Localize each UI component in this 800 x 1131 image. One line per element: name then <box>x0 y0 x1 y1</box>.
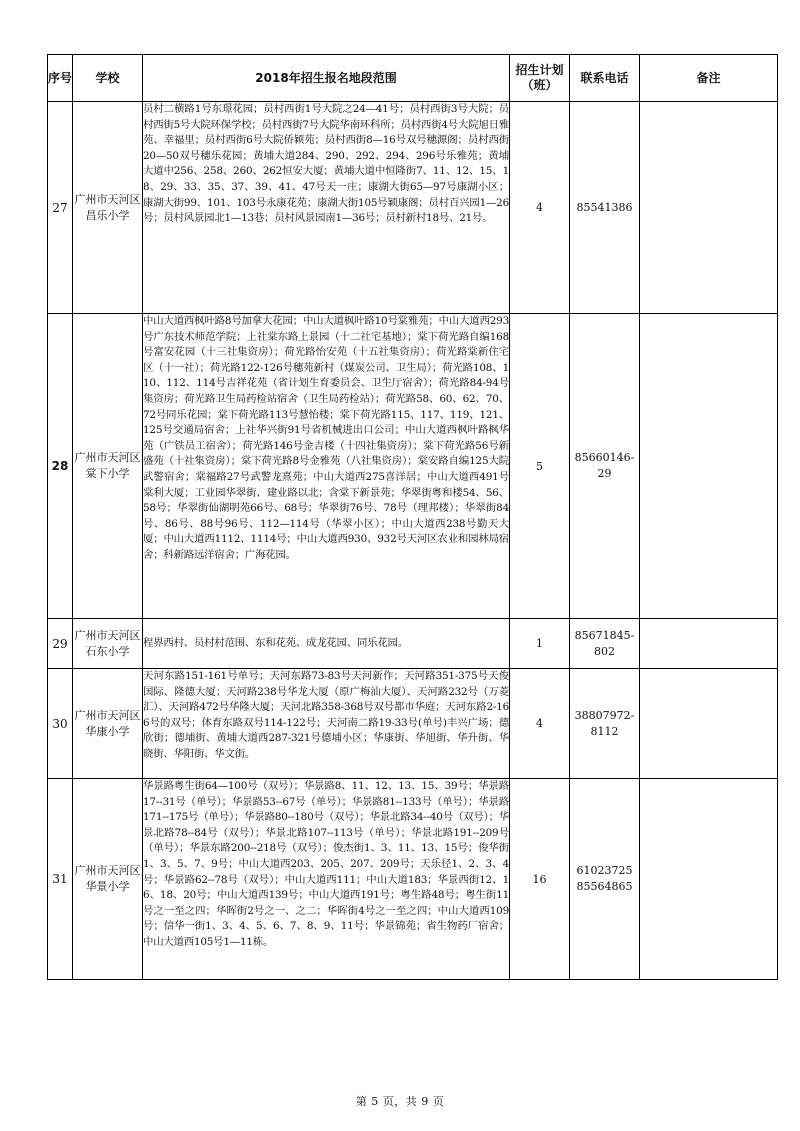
phone-number: 85660146-29 <box>574 451 635 480</box>
header-range: 2018年招生报名地段范围 <box>143 55 510 102</box>
row-phone <box>570 619 640 669</box>
row-range: 中山大道西枫叶路8号加拿大花园；中山大道枫叶路10号棠雅苑；中山大道西293号广东技术师范学院；上社棠东路上景园（十二社宅基地）；棠下荷光路自编168号富安花园（十三社集资房）；荷光路怡安苑（十五社集资房）；荷光路棠新住宅区（十一社）；荷光路122-126号穗苑新村（煤炭公司、卫生局）；荷光路108、110、112、114号吉祥花苑（省计划生育委员会、卫生厅宿舍）；荷光路84-94号集资房；荷光路卫生局药检站宿舍（卫生局药检站）；荷光路58、60、62、70、72号同乐花园；棠下荷光路113号慧怡楼；棠下荷光路115、117、119、121、125号交通局宿舍；上社华兴街91号省机械进出口公司；中山大道西枫叶路枫华苑（广铁员工宿舍）；荷光路146号金吉楼（十四社集资房）；棠下荷光路56号新盛苑（十社集资房）；棠下荷光路8号金雅苑（八社集资房）；棠安路自编125大院武警宿舍；棠福路27号武警龙熹苑；中山大道西275喜洋居；中山大道西491号棠利大厦；工业园华翠街、建业路以北；含棠下新景苑；华翠街粤和楼54、56、58号；华翠街仙湖明苑66号、68号；华翠街76号、78号（理邦楼）；华翠街84号、86号、88号96号、112—114号（华翠小区）；中山大道西238号勤天大厦；中山大道西1112、1114号；中山大道西930、932号天河区农业和园林局宿舍；科新路远洋宿舍；广海花园。 <box>143 314 510 619</box>
header-phone: 联系电话 <box>570 55 640 102</box>
row-seq: 30 <box>48 669 73 779</box>
row-phone <box>570 102 640 314</box>
row-range: 天河东路151-161号单号；天河东路73-83号天河新作；天河路351-375号天俊国际、隆德大厦；天河路238号华龙大厦（原广梅汕大厦）、天河路232号（万菱汇）、天河路472号华隆大厦；天河北路358-368号双号都市华庭；天河东路2-166号的双号；体育东路双号114-122号；天河南二路19-33号(单号)丰兴广场；德欣街；德埔街、黄埔大道西287-321号德埔小区；华康街、华旭街、华升街、华晓街、华阳街、华文街。 <box>143 669 510 779</box>
row-seq: 27 <box>48 102 73 314</box>
row-range: 程界西村、员村村范围、东和花苑、成龙花园、同乐花园。 <box>143 619 510 669</box>
header-plan: 招生计划（班） <box>510 55 570 102</box>
row-school: 广州市天河区华康小学 <box>73 669 143 779</box>
phone-number: 38807972-8112 <box>574 708 635 738</box>
row-plan: 4 <box>510 102 570 314</box>
row-school: 广州市天河区华景小学 <box>73 779 143 980</box>
table-row <box>48 619 778 669</box>
row-note <box>640 779 778 980</box>
row-note <box>640 669 778 779</box>
row-school: 广州市天河区石东小学 <box>73 619 143 669</box>
phone-number: 61023725 <box>576 864 633 877</box>
row-range: 华景路粤生街64—100号（双号）；华景路8、11、12、13、15、39号；华景路17--31号（单号）；华景路53--67号（单号）；华景路81--133号（单号）；华景路171--175号（单号）；华景路80--180号（双号）；华景北路34--40号（双号）；华景北路78--84号（双号）；华景北路107--113号（单号）；华景北路191--209号（单号）；华景东路200--218号（双号）；俊杰街1、3、11、13、15号；俊华街1、3、5、7、9号；中山大道西203、205、207、209号；天乐径1、2、3、4号；华景路62--78号（双号）；中山大道西111；中山大道183；华景西街12、16、18、20号；中山大道西139号；中山大道西191号；粤生路48号；粤生街11号之一至之四；华晖街2号之一、之二；华晖街4号之一至之四；中山大道西109号；信华一街1、3、4、5、6、7、8、9、11号；华景锦苑；省生物药厂宿舍；中山大道西105号1—11栋。 <box>143 779 510 980</box>
row-phone <box>570 314 640 619</box>
row-range: 员村二横路1号东璟花园；员村西街1号大院之24—41号；员村西街3号大院；员村西街5号大院环保学校；员村西街7号大院华南环科所；员村西街4号大院旭日雅苑、幸福里；员村西街6号大院侨颖苑；员村西街8—16号双号穗源阁；员村西街20—50双号穗乐花园；黄埔大道284、290、292、294、296号乐雅苑；黄埔大道中256、258、260、262恒安大厦；黄埔大道中恒隆街7、11、12、15、18、29、33、35、37、39、41、47号天一庄；康湖大街65—97号康湖小区；康湖大街99、101、103号永康花苑；康湖大街105号颖康阁；员村百兴园1—26号；员村风景园北1—13巷；员村风景园南1—36号；员村新村18号、21号。 <box>143 102 510 314</box>
enrollment-table <box>47 54 778 980</box>
header-seq: 序号 <box>48 55 73 102</box>
row-note <box>640 314 778 619</box>
table-row <box>48 102 778 314</box>
row-plan: 1 <box>510 619 570 669</box>
page-footer: 第 5 页，共 9 页 <box>355 1095 445 1108</box>
row-note <box>640 619 778 669</box>
row-plan: 16 <box>510 779 570 980</box>
table-row <box>48 314 778 619</box>
phone-number: 85541386 <box>576 200 633 214</box>
row-plan: 4 <box>510 669 570 779</box>
header-note: 备注 <box>640 55 778 102</box>
header-school: 学校 <box>73 55 143 102</box>
row-phone <box>570 779 640 980</box>
table-row <box>48 669 778 779</box>
header-row <box>48 55 778 102</box>
row-phone <box>570 669 640 779</box>
table-row <box>48 779 778 980</box>
row-note <box>640 102 778 314</box>
row-plan: 5 <box>510 314 570 619</box>
row-seq: 28 <box>48 314 73 619</box>
row-seq: 29 <box>48 619 73 669</box>
phone-number: 85564865 <box>576 880 633 893</box>
phone-number: 85671845-802 <box>574 628 635 658</box>
row-seq: 31 <box>48 779 73 980</box>
row-school: 广州市天河区棠下小学 <box>73 314 143 619</box>
row-school: 广州市天河区昌乐小学 <box>73 102 143 314</box>
